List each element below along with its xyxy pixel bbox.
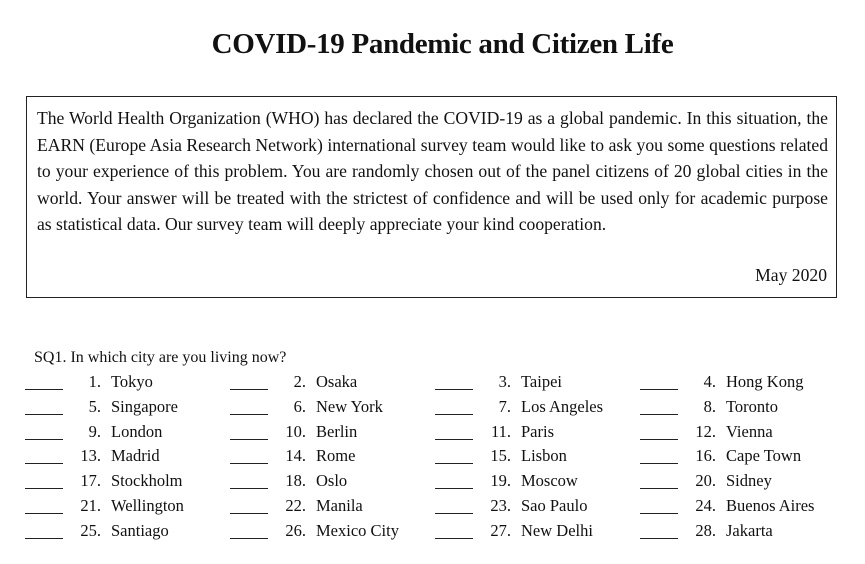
option-number: 25. [80, 520, 101, 540]
city-label: Singapore [111, 396, 178, 416]
answer-blank[interactable] [25, 488, 63, 489]
city-option [640, 471, 840, 493]
city-label: Moscow [521, 471, 578, 491]
city-label: Los Angeles [521, 396, 604, 416]
answer-blank[interactable] [25, 439, 63, 440]
answer-blank[interactable] [25, 414, 63, 415]
city-option [25, 372, 225, 394]
city-label: Osaka [316, 372, 358, 391]
option-number: 9. [88, 421, 101, 441]
city-label: Buenos Aires [726, 496, 815, 515]
answer-blank[interactable] [230, 513, 268, 514]
city-option [435, 397, 635, 419]
intro-date: May 2020 [755, 265, 827, 285]
option-number: 11. [490, 421, 511, 441]
city-label: Vienna [726, 421, 773, 441]
city-option [230, 422, 430, 444]
answer-blank[interactable] [435, 538, 473, 539]
city-label: New Delhi [521, 520, 593, 540]
intro-text: The World Health Organization (WHO) has declared the COVID-19 as a global pandemic. In this situation, the EARN (Europe Asia Research Network) international survey team would like to ask you some questions related to your experience of this problem. You are randomly chosen out of the panel citizens of 20 global cities in the world. Your answer will be treated with the strictest of confidence and will be used only for academic purpose as statistical data. Our survey team will deeply appreciate your kind cooperation. [37, 108, 828, 234]
answer-blank[interactable] [25, 463, 63, 464]
city-label: Tokyo [111, 372, 153, 391]
city-label: Rome [316, 446, 356, 466]
intro-box [26, 96, 837, 298]
city-option [230, 471, 430, 493]
city-label: Sao Paulo [521, 496, 588, 515]
city-label: Manila [316, 496, 363, 515]
city-option [230, 446, 430, 468]
city-option [640, 446, 840, 468]
city-label: Wellington [111, 496, 184, 515]
city-option [640, 372, 840, 394]
option-number: 12. [695, 421, 716, 441]
city-option [25, 496, 225, 518]
city-option [640, 397, 840, 419]
option-number: 4. [703, 372, 716, 391]
question-label: SQ1. In which city are you living now? [34, 349, 287, 366]
option-number: 2. [293, 372, 306, 391]
option-number: 21. [80, 496, 101, 515]
city-option [435, 521, 635, 543]
city-label: London [111, 421, 163, 441]
answer-blank[interactable] [230, 463, 268, 464]
city-label: Toronto [726, 396, 779, 416]
option-number: 20. [695, 471, 716, 491]
answer-blank[interactable] [25, 389, 63, 390]
city-option [435, 372, 635, 394]
option-number: 24. [695, 496, 716, 515]
option-number: 5. [88, 396, 101, 416]
city-label: Jakarta [726, 520, 773, 540]
answer-blank[interactable] [640, 389, 678, 390]
option-number: 8. [703, 396, 716, 416]
city-label: Berlin [316, 421, 358, 441]
city-option [640, 521, 840, 543]
answer-blank[interactable] [640, 439, 678, 440]
city-option [25, 422, 225, 444]
option-number: 1. [88, 372, 101, 391]
answer-blank[interactable] [230, 414, 268, 415]
city-label: Hong Kong [726, 372, 804, 391]
page-title: COVID-19 Pandemic and Citizen Life [211, 28, 674, 60]
option-number: 7. [498, 396, 511, 416]
city-option [640, 422, 840, 444]
city-label: Lisbon [521, 446, 567, 466]
option-number: 28. [695, 520, 716, 540]
option-number: 13. [80, 446, 101, 466]
option-number: 16. [695, 446, 716, 466]
answer-blank[interactable] [435, 513, 473, 514]
city-label: Taipei [521, 372, 562, 391]
answer-blank[interactable] [435, 463, 473, 464]
answer-blank[interactable] [640, 414, 678, 415]
option-number: 14. [285, 446, 306, 466]
city-label: Oslo [316, 471, 348, 491]
answer-blank[interactable] [640, 488, 678, 489]
option-number: 6. [293, 396, 306, 416]
city-option [435, 496, 635, 518]
option-number: 17. [80, 471, 101, 491]
option-number: 3. [498, 372, 511, 391]
city-option [230, 521, 430, 543]
city-label: Stockholm [111, 471, 183, 491]
answer-blank[interactable] [230, 538, 268, 539]
option-number: 23. [490, 496, 511, 515]
option-number: 15. [490, 446, 511, 466]
city-option [25, 521, 225, 543]
answer-blank[interactable] [25, 513, 63, 514]
answer-blank[interactable] [435, 389, 473, 390]
answer-blank[interactable] [230, 488, 268, 489]
answer-blank[interactable] [640, 463, 678, 464]
city-option [25, 446, 225, 468]
city-option [230, 496, 430, 518]
city-label: Sidney [726, 471, 772, 491]
option-number: 18. [285, 471, 306, 491]
answer-blank[interactable] [435, 488, 473, 489]
city-label: New York [316, 396, 383, 416]
answer-blank[interactable] [230, 389, 268, 390]
option-number: 27. [490, 520, 511, 540]
city-option [230, 397, 430, 419]
city-label: Santiago [111, 520, 169, 540]
answer-blank[interactable] [640, 513, 678, 514]
city-option [25, 397, 225, 419]
city-label: Madrid [111, 446, 160, 466]
answer-blank[interactable] [435, 414, 473, 415]
city-option [25, 471, 225, 493]
city-label: Mexico City [316, 520, 399, 540]
city-option [640, 496, 840, 518]
answer-blank[interactable] [230, 439, 268, 440]
city-label: Cape Town [726, 446, 802, 466]
option-number: 22. [285, 496, 306, 515]
city-option [230, 372, 430, 394]
answer-blank[interactable] [25, 538, 63, 539]
answer-blank[interactable] [640, 538, 678, 539]
option-number: 10. [285, 421, 306, 441]
answer-blank[interactable] [435, 439, 473, 440]
city-label: Paris [521, 421, 554, 441]
city-option [435, 471, 635, 493]
option-number: 26. [285, 520, 306, 540]
city-option [435, 422, 635, 444]
city-option [435, 446, 635, 468]
option-number: 19. [490, 471, 511, 491]
